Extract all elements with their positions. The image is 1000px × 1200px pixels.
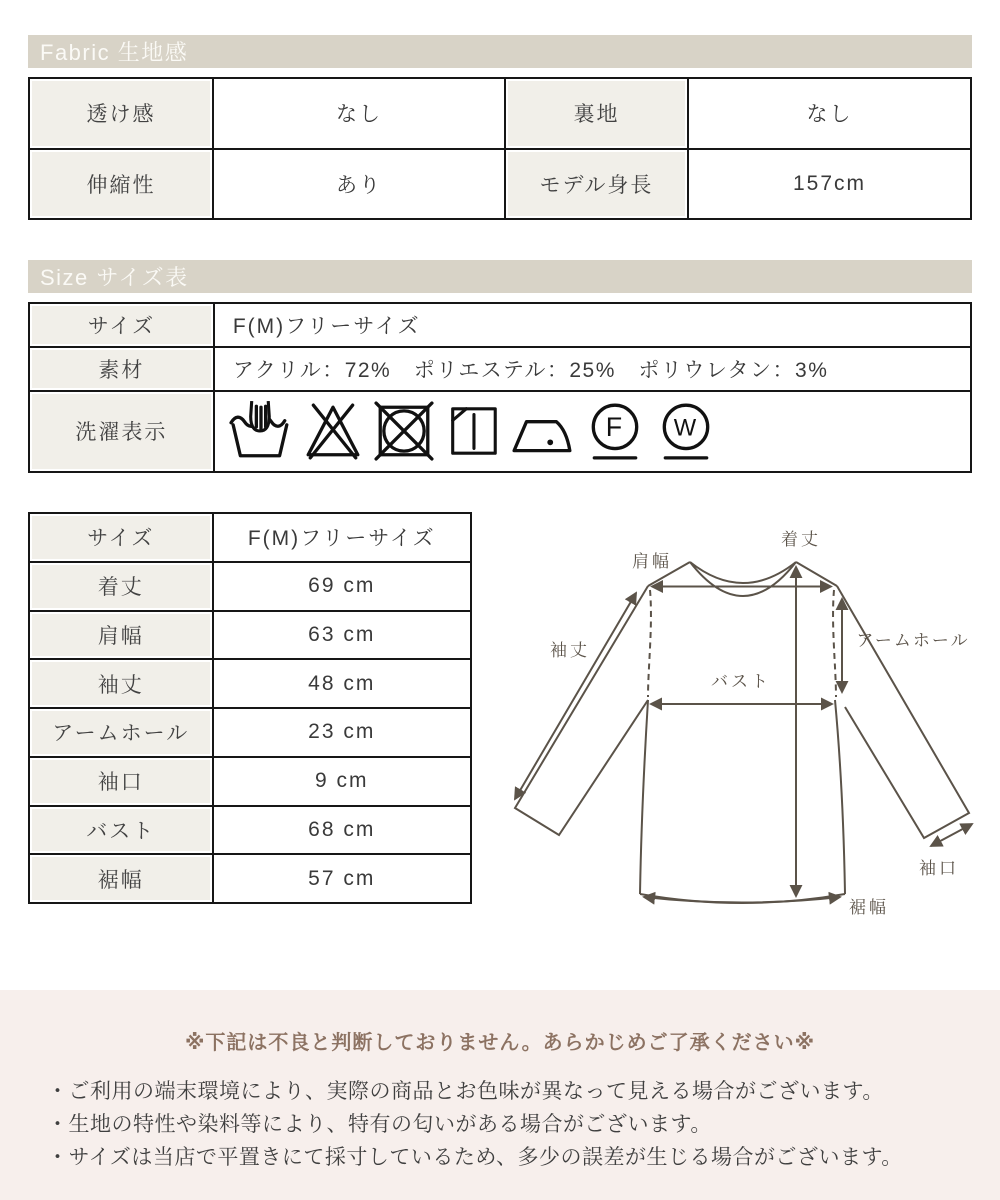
fabric-value-lining: なし [689,79,970,148]
size-label: サイズ [30,304,213,346]
disclaimer-list [0,1075,1000,1174]
do-not-tumble-dry-icon [373,399,435,463]
hand-wash-icon [229,399,293,463]
measure-label-cuff: 袖口 [30,758,212,805]
measure-value-armhole: 23 cm [214,709,471,756]
fabric-value-stretch: あり [214,150,504,219]
diagram-label-cuff: 袖口 [919,859,959,878]
measure-header-value: F(M)フリーサイズ [214,514,471,561]
measure-label-shoulder: 肩幅 [30,612,212,659]
size-section-title-bar [28,260,972,293]
fabric-label-sheerness: 透け感 [30,79,212,148]
do-not-bleach-icon [302,399,364,463]
measure-value-hem: 57 cm [214,855,471,902]
wet-clean-w-icon [655,399,717,463]
garment-measurement-diagram [480,495,1000,945]
disclaimer-item-size-error: ・サイズは当店で平置きにて採寸しているため、多少の誤差が生じる場合がございます。 [47,1146,903,1169]
cuff-arrow [931,824,972,846]
disclaimer-title: ※下記は不良と判断しておりません。あらかじめご了承ください※ [184,1032,816,1054]
diagram-label-hem: 裾幅 [849,898,889,917]
iron-low-heat-icon [511,399,575,463]
care-symbols-row [215,392,970,471]
hem-width-arrow [644,897,840,903]
diagram-label-armhole: アームホール [856,631,970,650]
material-value: アクリル：72% ポリエステル：25% ポリウレタン：3% [215,348,970,390]
disclaimer-section [0,990,1000,1200]
fabric-label-stretch: 伸縮性 [30,150,212,219]
fabric-label-model-height: モデル身長 [506,150,687,219]
sleeve-length-arrow [515,593,636,799]
measure-value-sleeve: 48 cm [214,660,471,707]
disclaimer-item-color: ・ご利用の端末環境により、実際の商品とお色味が異なって見える場合がございます。 [47,1080,884,1103]
care-label: 洗濯表示 [30,392,213,471]
disclaimer-item-odor: ・生地の特性や染料等により、特有の匂いがある場合がございます。 [47,1113,712,1136]
wet-clean-w-letter: W [673,415,699,443]
measure-label-sleeve: 袖丈 [30,660,212,707]
measure-value-shoulder: 63 cm [214,612,471,659]
diagram-label-shoulder: 肩幅 [632,552,672,571]
line-dry-in-shade-icon [444,399,502,463]
measure-value-bust: 68 cm [214,807,471,854]
diagram-label-length: 着丈 [781,530,821,549]
measurements-table [28,512,472,904]
measurement-arrows [515,567,972,903]
measure-label-armhole: アームホール [30,709,212,756]
dry-clean-f-letter: F [605,412,625,443]
size-info-table [28,302,972,473]
fabric-value-sheerness: なし [214,79,504,148]
fabric-label-lining: 裏地 [506,79,687,148]
fabric-table [28,77,972,220]
garment-outline [515,562,969,903]
garment-diagram-svg [480,495,1000,945]
measure-value-cuff: 9 cm [214,758,471,805]
fabric-section-title: Fabric 生地感 [40,40,189,65]
measure-header-label: サイズ [30,514,212,561]
diagram-label-bust: バスト [711,672,771,691]
size-section-title: Size サイズ表 [40,265,189,290]
measure-label-hem: 裾幅 [30,855,212,902]
dry-clean-f-icon [584,399,646,463]
fabric-value-model-height: 157cm [689,150,970,219]
measure-value-length: 69 cm [214,563,471,610]
size-value: F(M)フリーサイズ [215,304,970,346]
diagram-label-sleeve: 袖丈 [550,641,590,660]
measure-label-bust: バスト [30,807,212,854]
material-label: 素材 [30,348,213,390]
fabric-section-title-bar [28,35,972,68]
measure-label-length: 着丈 [30,563,212,610]
